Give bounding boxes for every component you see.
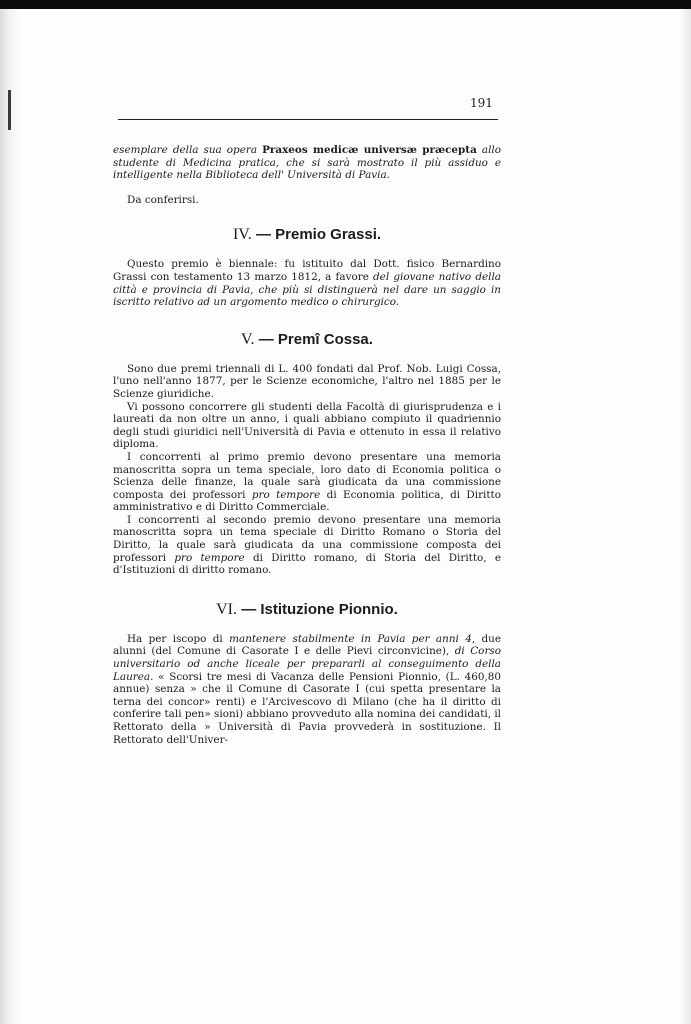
cossa-paragraph-1: Sono due premi triennali di L. 400 fondati dal Prof. Nob. Luigi Cossa, l'uno nell'anno 1877, per le Scienze economiche, l'altro nel 1885 per le Scienze giuridiche. — [113, 362, 501, 400]
section-heading-vi — [113, 601, 501, 619]
header-rule — [118, 119, 498, 120]
cossa-text-c: di Economia politica, di Diritto amministrativo e di Diritto Commerciale. — [113, 488, 501, 514]
intro-note: Da conferirsi. — [127, 193, 199, 206]
pionnio-text-e: « Scorsi tre mesi di Vacanza delle Pensioni Pionnio, (L. 460,80 annue) senza » che il Comune di Casorate I (cui spetta presentare la terna dei concor» renti) e l'Arcivescovo di Milano (che ha il diritto di conferire tali pen» sioni) abbiano provveduto alla nomina dei candidati, il Rettorato della » Università di Pavia provvederà in sostituzione. Il Rettorato dell'Univer- — [113, 670, 501, 746]
section-number: VI. — [216, 600, 238, 618]
cossa-paragraph-3 — [113, 451, 501, 514]
section-title: — Premî Cossa. — [258, 330, 373, 348]
grassi-text-b: del giovane nativo della città e provincia di Pavia, che più si distinguerà nel dare un saggio in iscritto relativo ad un argomento medico o chirurgico. — [113, 270, 501, 309]
pionnio-paragraph — [113, 633, 501, 746]
intro-text-a: esemplare della sua opera — [113, 144, 263, 156]
section-heading-iv — [113, 226, 501, 244]
cossa-text-c: di Diritto romano, di Storia del Diritto, e d'Istituzioni di diritto romano. — [113, 551, 501, 577]
page-right-edge — [681, 9, 691, 1024]
pionnio-text-a: Ha per iscopo di — [127, 632, 230, 645]
intro-text-c: allo studente di Medicina pratica, che si sarà mostrato il più assiduo e intelligente nella Biblioteca dell' Università di Pavia. — [113, 144, 501, 182]
cossa-text-a: I concorrenti al secondo premio devono presentare una memoria manoscritta sopra un tema speciale di Diritto Romano o Storia del Diritto, la quale sarà giudicata da una commissione composta dei professori — [113, 513, 501, 564]
pionnio-text-b: mantenere stabilmente in Pavia per anni 4 — [229, 632, 472, 645]
cossa-paragraph-2: Vi possono concorrere gli studenti della Facoltà di giurisprudenza e i laureati da non oltre un anno, i quali abbiano compiuto il quadriennio degli studi giuridici nell'Università di Pavia e ottenuto in essa il relativo diploma. — [113, 400, 501, 451]
page-left-edge — [0, 9, 20, 1024]
cossa-text-b: pro tempore — [174, 551, 245, 564]
grassi-text-a: Questo premio è biennale: fu istituito dal Dott. fisico Bernardino Grassi con testamento 13 marzo 1812, a favore — [113, 258, 501, 283]
cossa-text-b: pro tempore — [251, 488, 321, 501]
intro-paragraph — [113, 144, 501, 182]
section-number: V. — [241, 330, 255, 348]
page-body — [113, 144, 501, 746]
book-title: Praxeos medicæ universæ præcepta — [262, 144, 477, 156]
section-title: — Istituzione Pionnio. — [241, 600, 398, 618]
binding-mark — [8, 90, 11, 130]
page-number: 191 — [470, 96, 493, 110]
section-title: — Premio Grassi. — [255, 226, 382, 244]
cossa-paragraph-4 — [113, 514, 501, 577]
pionnio-text-c: , due alunni (del Comune di Casorate I e delle Pievi circonvicine), — [113, 632, 501, 658]
section-number: IV. — [232, 226, 252, 244]
grassi-paragraph — [113, 258, 501, 308]
section-heading-v — [113, 331, 501, 349]
page-top-edge — [0, 0, 691, 9]
pionnio-text-d: di Corso universitario od anche liceale per prepararli al conseguimento della Laurea. — [113, 645, 501, 683]
cossa-text-a: I concorrenti al primo premio devono presentare una memoria manoscritta sopra un tema speciale, loro dato di Economia politica o Scienza delle finanze, la quale sarà giudicata da una commissione composta dei professori — [113, 450, 501, 501]
